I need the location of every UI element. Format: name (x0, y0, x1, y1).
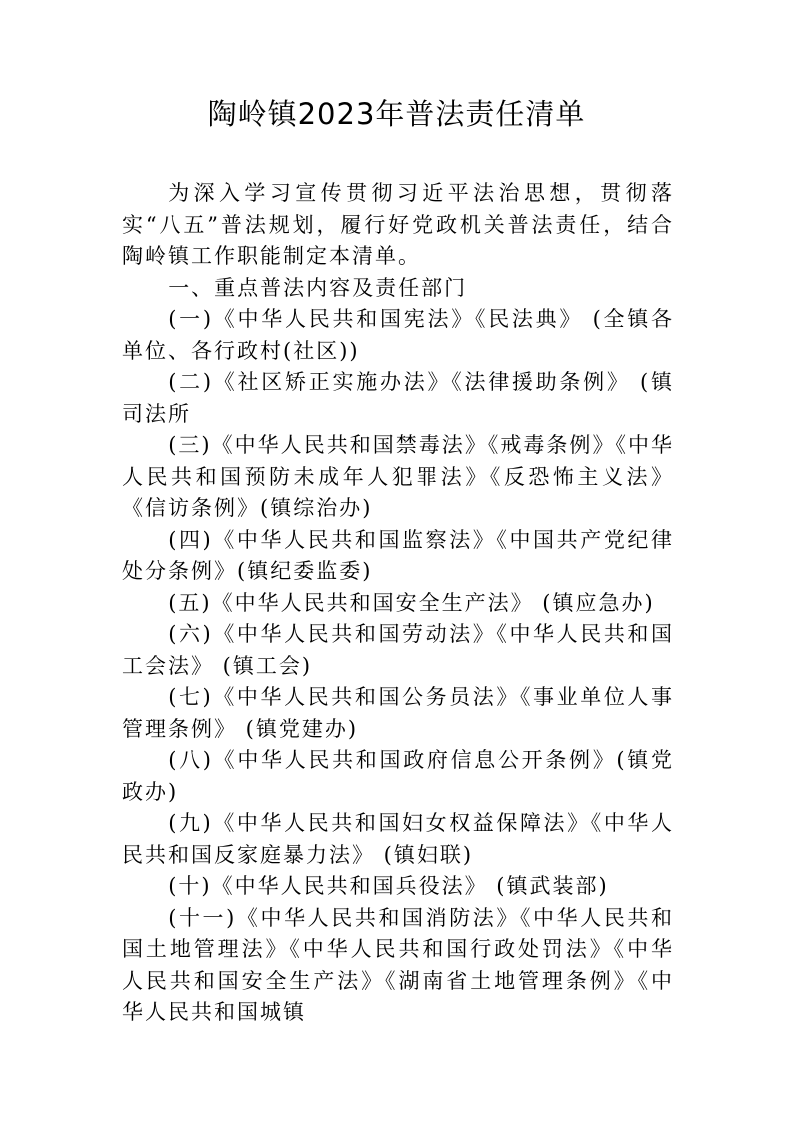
list-item: (十一)《中华人民共和国消防法》《中华人民共和国土地管理法》《中华人民共和国行政处罚法》《中华人民共和国安全生产法》《湖南省土地管理条例》《中华人民共和国城镇 (122, 905, 674, 1024)
list-item: (四)《中华人民共和国监察法》《中国共产党纪律处分条例》(镇纪委监委) (122, 527, 674, 583)
list-item: (十)《中华人民共和国兵役法》 (镇武装部) (168, 874, 609, 898)
list-item: (六)《中华人民共和国劳动法》《中华人民共和国工会法》 (镇工会) (122, 622, 674, 678)
list-item: (一)《中华人民共和国宪法》《民法典》 (全镇各单位、各行政村(社区)) (122, 307, 674, 363)
list-item: (九)《中华人民共和国妇女权益保障法》《中华人民共和国反家庭暴力法》 (镇妇联) (122, 811, 674, 867)
list-item: (二)《社区矫正实施办法》《法律援助条例》 (镇司法所 (122, 370, 674, 426)
document-title: 陶岭镇2023年普法责任清单 (207, 97, 586, 131)
document-body (122, 178, 674, 1029)
list-item: (七)《中华人民共和国公务员法》《事业单位人事管理条例》 (镇党建办) (122, 685, 674, 741)
list-item: (五)《中华人民共和国安全生产法》 (镇应急办) (168, 590, 655, 615)
section-heading: 一、重点普法内容及责任部门 (168, 275, 468, 300)
intro-paragraph: 为深入学习宣传贯彻习近平法治思想，贯彻落实“八五”普法规划，履行好党政机关普法责任，结合陶岭镇工作职能制定本清单。 (122, 181, 674, 268)
list-item: (三)《中华人民共和国禁毒法》《戒毒条例》《中华人民共和国预防未成年人犯罪法》《反恐怖主义法》《信访条例》(镇综治办) (122, 433, 674, 520)
list-item: (八)《中华人民共和国政府信息公开条例》(镇党政办) (122, 748, 674, 804)
